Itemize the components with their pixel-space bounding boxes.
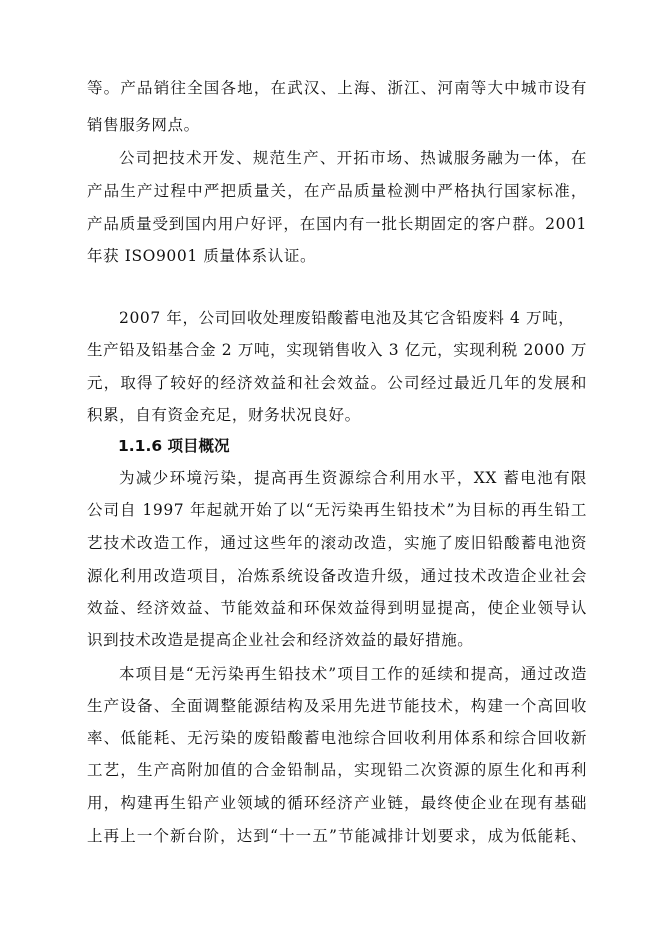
paragraph-line: 源化利用改造项目，冶炼系统设备改造升级，通过技术改造企业社会 bbox=[87, 567, 587, 585]
paragraph-line: 产品生产过程中严把质量关，在产品质量检测中严格执行国家标准， bbox=[87, 182, 587, 200]
paragraph-line: 率、低能耗、无污染的废铅酸蓄电池综合回收利用体系和综合回收新 bbox=[87, 729, 587, 747]
paragraph-line: 用，构建再生铅产业领域的循环经济产业链，最终使企业在现有基础 bbox=[87, 794, 587, 812]
paragraph-line: 2007 年，公司回收处理废铅酸蓄电池及其它含铅废料 4 万吨， bbox=[119, 309, 575, 327]
section-heading: 1.1.6 项目概况 bbox=[118, 437, 230, 455]
paragraph-line: 公司自 1997 年起就开始了以“无污染再生铅技术”为目标的再生铅工 bbox=[87, 501, 587, 519]
paragraph-line: 元，取得了较好的经济效益和社会效益。公司经过最近几年的发展和 bbox=[87, 374, 587, 392]
paragraph-line: 生产设备、全面调整能源结构及采用先进节能技术，构建一个高回收 bbox=[87, 697, 587, 715]
paragraph-line: 积累，自有资金充足，财务状况良好。 bbox=[87, 406, 361, 424]
paragraph-line: 上再上一个新台阶，达到“十一五”节能减排计划要求，成为低能耗、 bbox=[87, 827, 587, 845]
paragraph-line: 本项目是“无污染再生铅技术”项目工作的延续和提高，通过改造 bbox=[119, 665, 587, 683]
paragraph-line: 生产铅及铅基合金 2 万吨，实现销售收入 3 亿元，实现利税 2000 万 bbox=[87, 341, 587, 359]
paragraph-line: 识到技术改造是提高企业社会和经济效益的最好措施。 bbox=[87, 631, 474, 649]
paragraph-line: 艺技术改造工作，通过这些年的滚动改造，实施了废旧铅酸蓄电池资 bbox=[87, 534, 587, 552]
paragraph-line: 年获 ISO9001 质量体系认证。 bbox=[87, 247, 317, 265]
paragraph-line: 工艺，生产高附加值的合金铅制品，实现铅二次资源的原生化和再利 bbox=[87, 761, 587, 779]
paragraph-line: 产品质量受到国内用户好评，在国内有一批长期固定的客户群。2001 bbox=[87, 215, 587, 233]
paragraph-line: 等。产品销往全国各地，在武汉、上海、浙江、河南等大中城市设有 bbox=[87, 79, 587, 97]
paragraph-line: 效益、经济效益、节能效益和环保效益得到明显提高，使企业领导认 bbox=[87, 599, 587, 617]
paragraph-line: 为减少环境污染，提高再生资源综合利用水平，XX 蓄电池有限 bbox=[119, 469, 587, 487]
paragraph-line: 销售服务网点。 bbox=[87, 116, 200, 134]
paragraph-line: 公司把技术开发、规范生产、开拓市场、热诚服务融为一体，在 bbox=[119, 149, 587, 167]
